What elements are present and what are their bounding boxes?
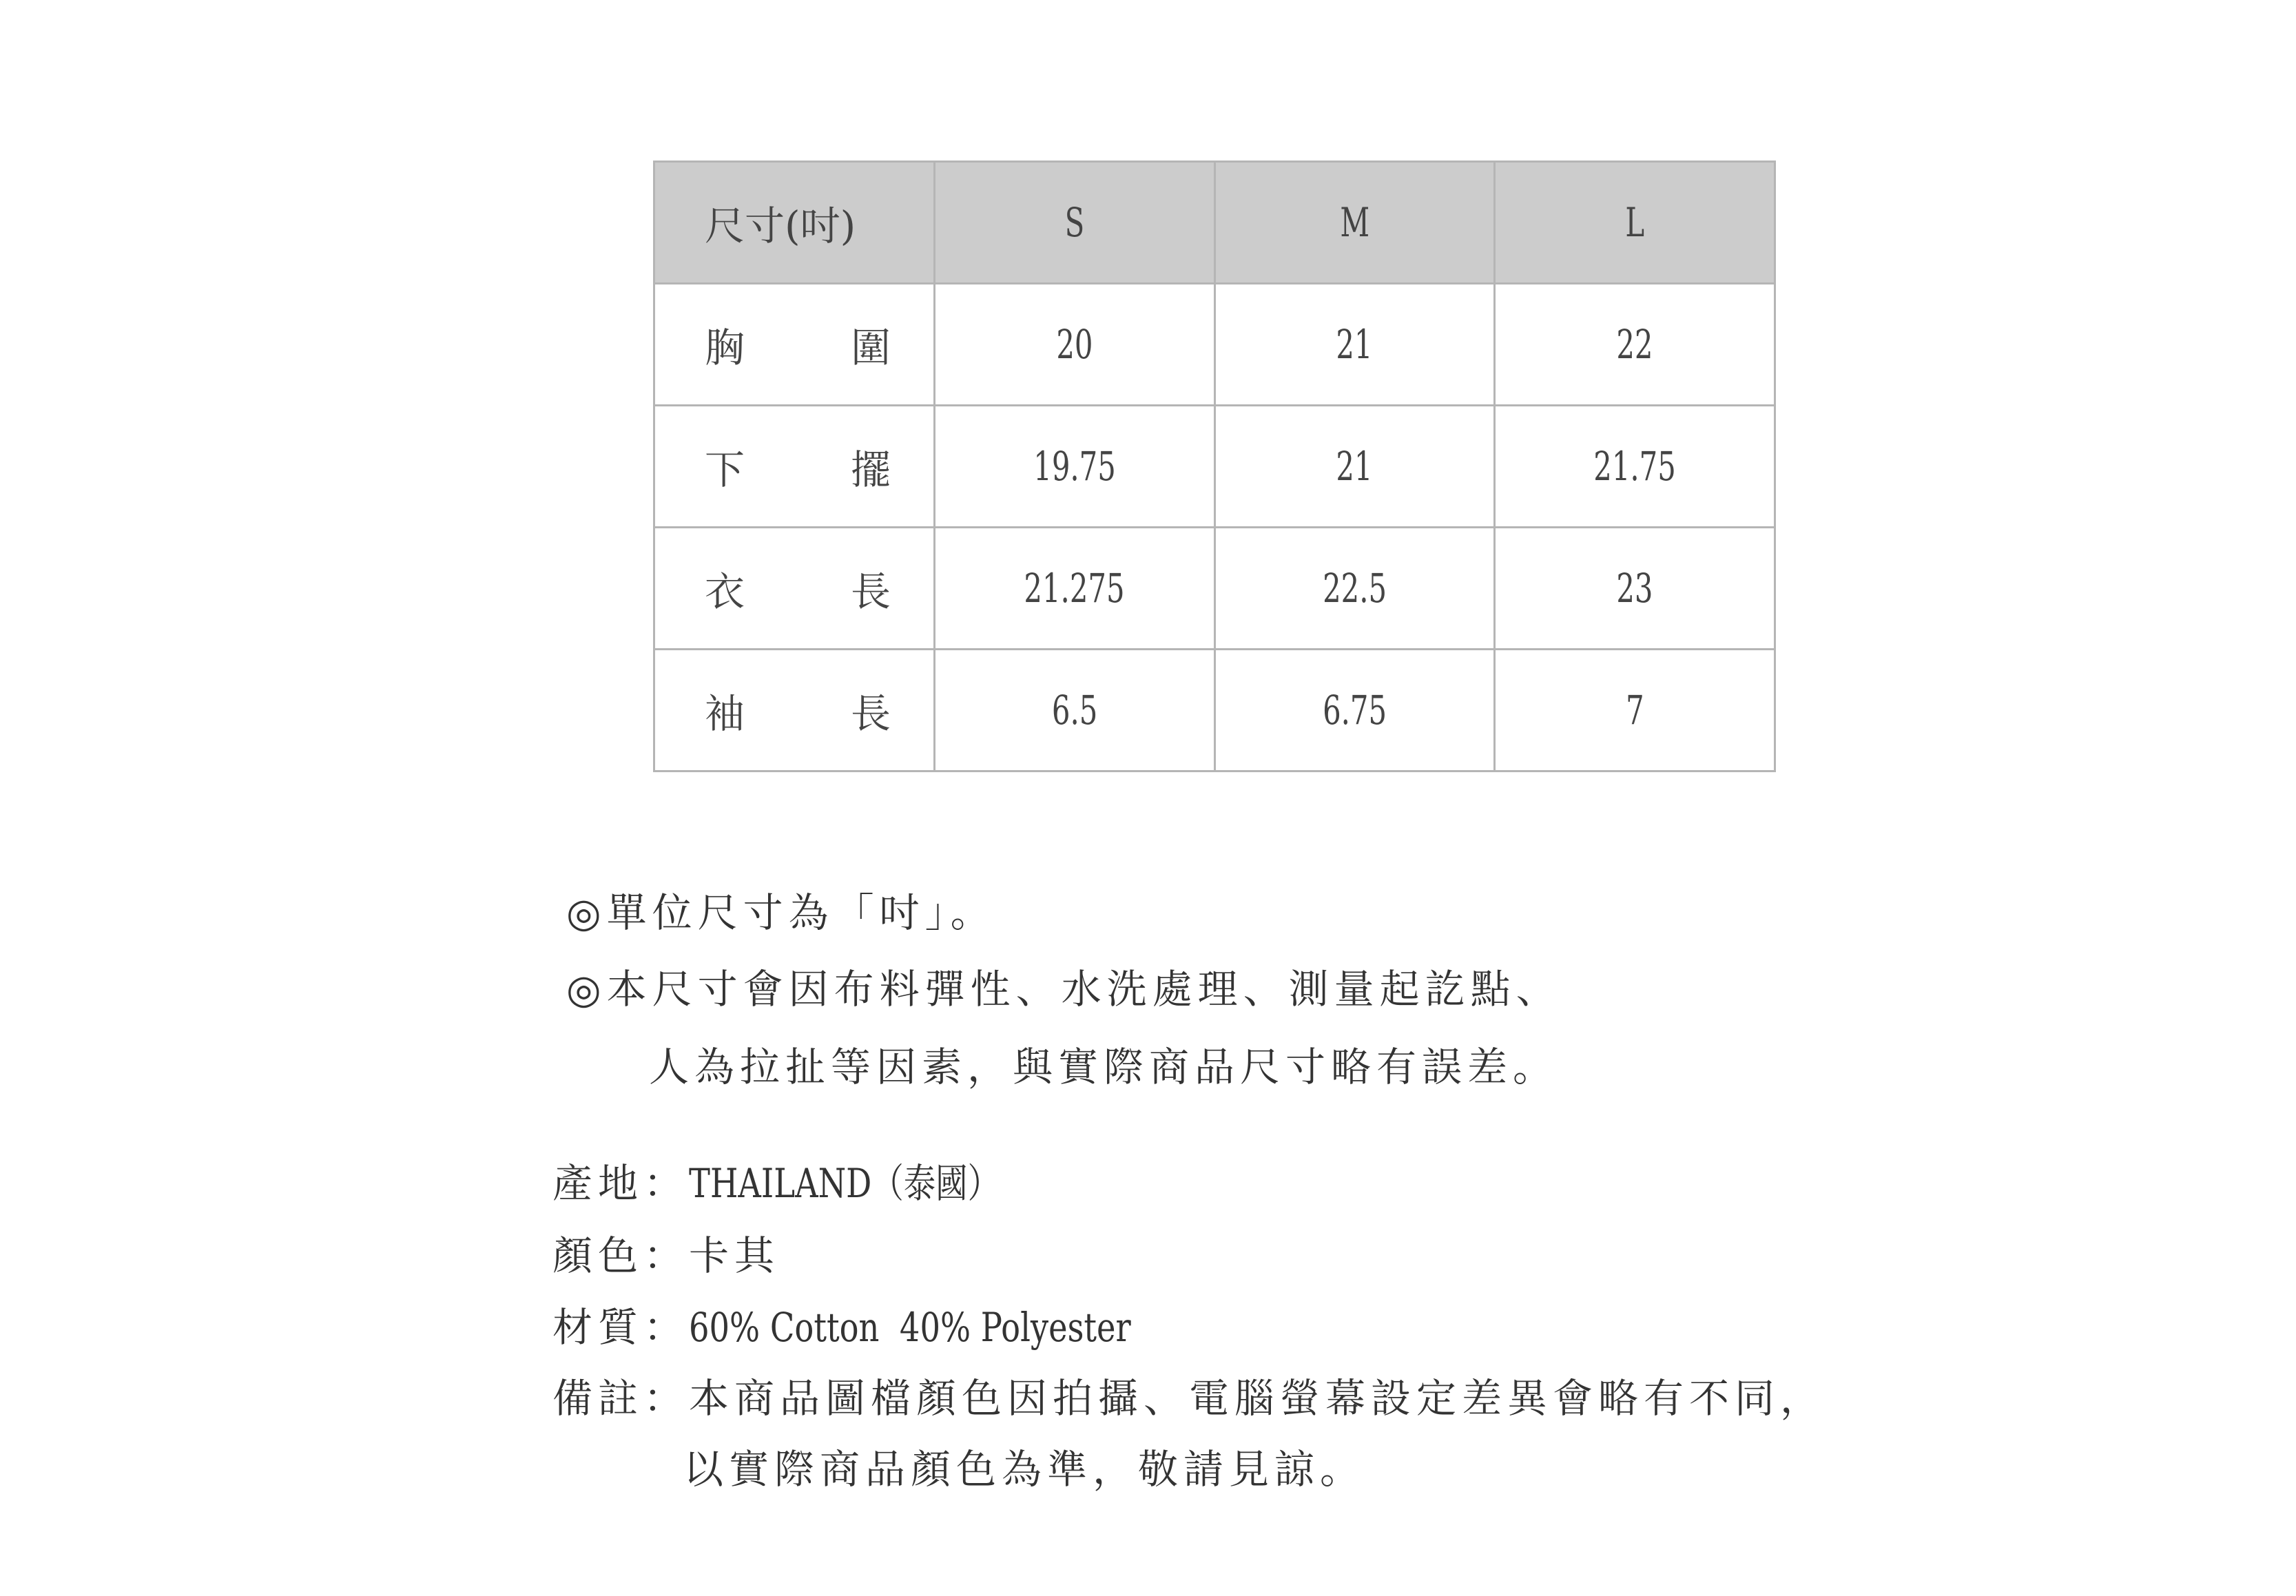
cell-value: 23: [1616, 565, 1653, 612]
cell-value: 7: [1625, 687, 1644, 734]
cell-value: 21.275: [1024, 565, 1125, 612]
header-size-l: [1495, 162, 1775, 284]
row-label-text: 衣 長: [705, 568, 891, 615]
cell-value: 21: [1336, 321, 1373, 368]
info-remarks: [552, 1376, 1826, 1421]
cell-value: 19.75: [1033, 443, 1116, 490]
cell-length-s: [934, 528, 1214, 650]
cell-value: 6.75: [1322, 687, 1387, 734]
cell-length-m: [1214, 528, 1495, 650]
cell-hem-m: [1214, 406, 1495, 528]
note-variance-line2: 人為拉扯等因素，與實際商品尺寸略有誤差。: [649, 1044, 1559, 1090]
material-value: 60% Cotton 40% Polyester: [689, 1304, 1131, 1351]
remarks-value: 本商品圖檔顏色因拍攝、電腦螢幕設定差異會略有不同，: [689, 1375, 1826, 1422]
header-size-m-text: M: [1339, 199, 1369, 246]
row-label-text: 下 擺: [705, 446, 891, 493]
cell-value: 21.75: [1593, 443, 1676, 490]
table-row: [654, 284, 1775, 406]
cell-chest-s: [934, 284, 1214, 406]
header-size-s-text: S: [1064, 199, 1084, 246]
header-size-m: [1214, 162, 1495, 284]
header-size-unit: [654, 162, 935, 284]
cell-hem-s: [934, 406, 1214, 528]
info-color: [552, 1233, 780, 1278]
cell-value: 21: [1336, 443, 1373, 490]
header-size-l-text: L: [1625, 199, 1644, 246]
cell-value: 22: [1616, 321, 1653, 368]
cell-sleeve-s: [934, 650, 1214, 771]
header-size-s: [934, 162, 1214, 284]
row-label-length: [654, 528, 935, 650]
remarks-label: 備註：: [552, 1375, 690, 1422]
cell-length-l: [1495, 528, 1775, 650]
cell-sleeve-m: [1214, 650, 1495, 771]
cell-value: 6.5: [1051, 687, 1097, 734]
color-value: 卡其: [689, 1232, 780, 1279]
table-row: [654, 406, 1775, 528]
row-label-hem: [654, 406, 935, 528]
material-label: 材質：: [552, 1304, 690, 1351]
size-chart-table: [653, 160, 1776, 772]
info-origin: [552, 1161, 1077, 1206]
cell-chest-m: [1214, 284, 1495, 406]
cell-value: 20: [1056, 321, 1093, 368]
note-unit: ◎單位尺寸為「吋」。: [566, 889, 996, 936]
cell-hem-l: [1495, 406, 1775, 528]
info-remarks-line2: 以實際商品顏色為準，敬請見諒。: [683, 1446, 1366, 1493]
table-row: [654, 650, 1775, 771]
row-label-chest: [654, 284, 935, 406]
row-label-sleeve: [654, 650, 935, 771]
header-size-unit-text: 尺寸(吋): [705, 203, 856, 249]
cell-value: 22.5: [1322, 565, 1387, 612]
row-label-text: 袖 長: [705, 690, 891, 737]
color-label: 顏色：: [552, 1232, 690, 1279]
table-row: [654, 528, 1775, 650]
origin-value: THAILAND（泰國）: [689, 1160, 1000, 1207]
cell-sleeve-l: [1495, 650, 1775, 771]
row-label-text: 胸 圍: [705, 324, 891, 371]
note-variance-line1: ◎本尺寸會因布料彈性、水洗處理、測量起訖點、: [566, 966, 1562, 1013]
origin-label: 產地：: [552, 1160, 690, 1207]
info-material: [552, 1305, 1241, 1350]
cell-chest-l: [1495, 284, 1775, 406]
table-header-row: [654, 162, 1775, 284]
